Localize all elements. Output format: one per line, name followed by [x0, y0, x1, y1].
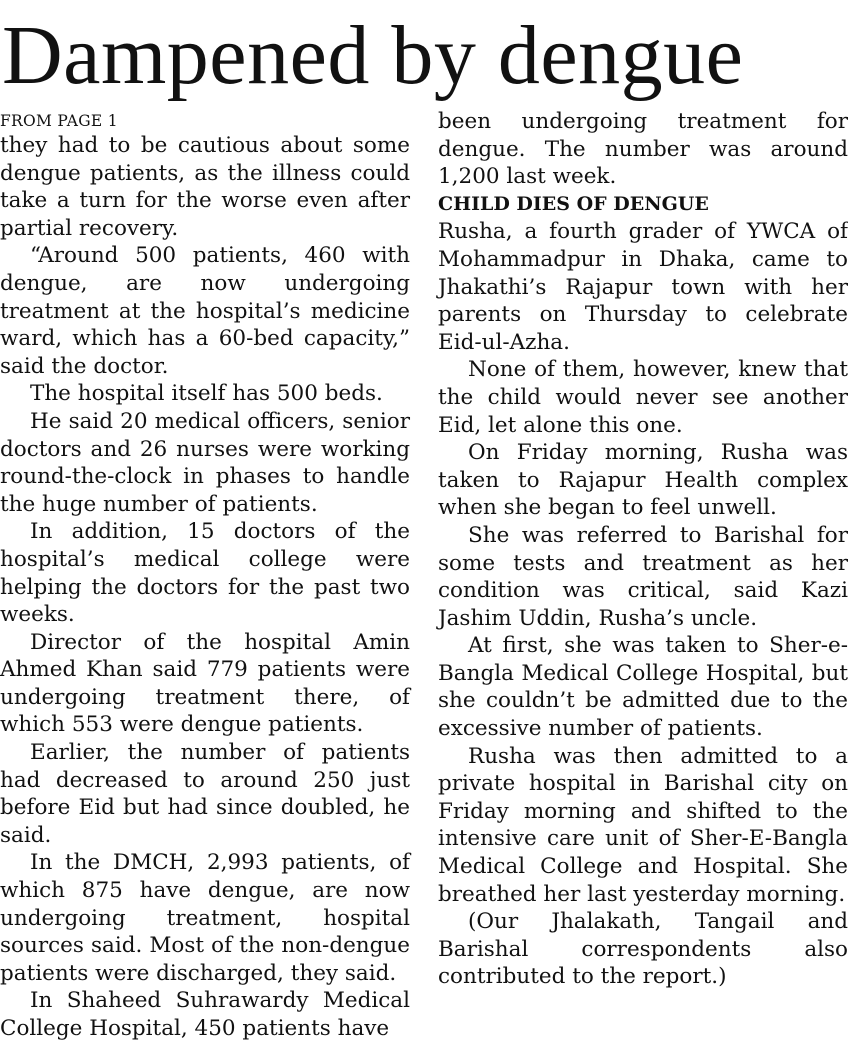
paragraph: On Friday morning, Rusha was taken to Rajapur Health complex when she began to feel unwell. — [438, 440, 848, 521]
paragraph: In Shaheed Suhrawardy Medical College Hospital, 450 patients have — [0, 988, 410, 1041]
paragraph: Earlier, the number of patients had decreased to around 250 just before Eid but had since doubled, he said. — [0, 740, 410, 848]
paragraph: In the DMCH, 2,993 patients, of which 875 have dengue, are now undergoing treatment, hospital sources said. Most of the non-dengue patients were discharged, they said. — [0, 850, 410, 986]
paragraph: been undergoing treatment for dengue. The number was around 1,200 last week. — [438, 109, 848, 190]
paragraph: He said 20 medical officers, senior doctors and 26 nurses were working round-the-clock in phases to handle the huge number of patients. — [0, 408, 410, 517]
paragraph: In addition, 15 doctors of the hospital’s medical college were helping the doctors for the past two weeks. — [0, 519, 410, 628]
paragraph: (Our Jhalakath, Tangail and Barishal correspondents also contributed to the report.) — [438, 909, 848, 990]
paragraph: Director of the hospital Amin Ahmed Khan said 779 patients were undergoing treatment there, of which 553 were dengue patients. — [0, 629, 410, 738]
paragraph: Rusha was then admitted to a private hospital in Barishal city on Friday morning and shifted to the intensive care unit of Sher-E-Bangla Medical College and Hospital. She breathed her last yesterday morning. — [438, 743, 848, 907]
headline: Dampened by dengue — [2, 9, 744, 102]
subheading: CHILD DIES OF DENGUE — [438, 192, 709, 215]
continuation-label: FROM PAGE 1 — [0, 112, 118, 130]
paragraph: they had to be cautious about some dengue patients, as the illness could take a turn for the worse even after partial recovery. — [0, 133, 410, 241]
paragraph: The hospital itself has 500 beds. — [30, 381, 383, 407]
paragraph: None of them, however, knew that the child would never see another Eid, let alone this one. — [438, 357, 848, 438]
paragraph: She was referred to Barishal for some tests and treatment as her condition was critical, said Kazi Jashim Uddin, Rusha’s uncle. — [438, 522, 848, 631]
paragraph: “Around 500 patients, 460 with dengue, are now undergoing treatment at the hospital’s medicine ward, which has a 60-bed capacity,” said the doctor. — [0, 243, 410, 379]
paragraph: Rusha, a fourth grader of YWCA of Mohammadpur in Dhaka, came to Jhakathi’s Rajapur town with her parents on Thursday to celebrate Eid-ul-Azha. — [438, 219, 848, 355]
article-column-left — [0, 108, 410, 1043]
paragraph: At first, she was taken to Sher-e-Bangla Medical College Hospital, but she couldn’t be admitted due to the excessive number of patients. — [438, 633, 848, 742]
article-column-right — [438, 108, 848, 991]
